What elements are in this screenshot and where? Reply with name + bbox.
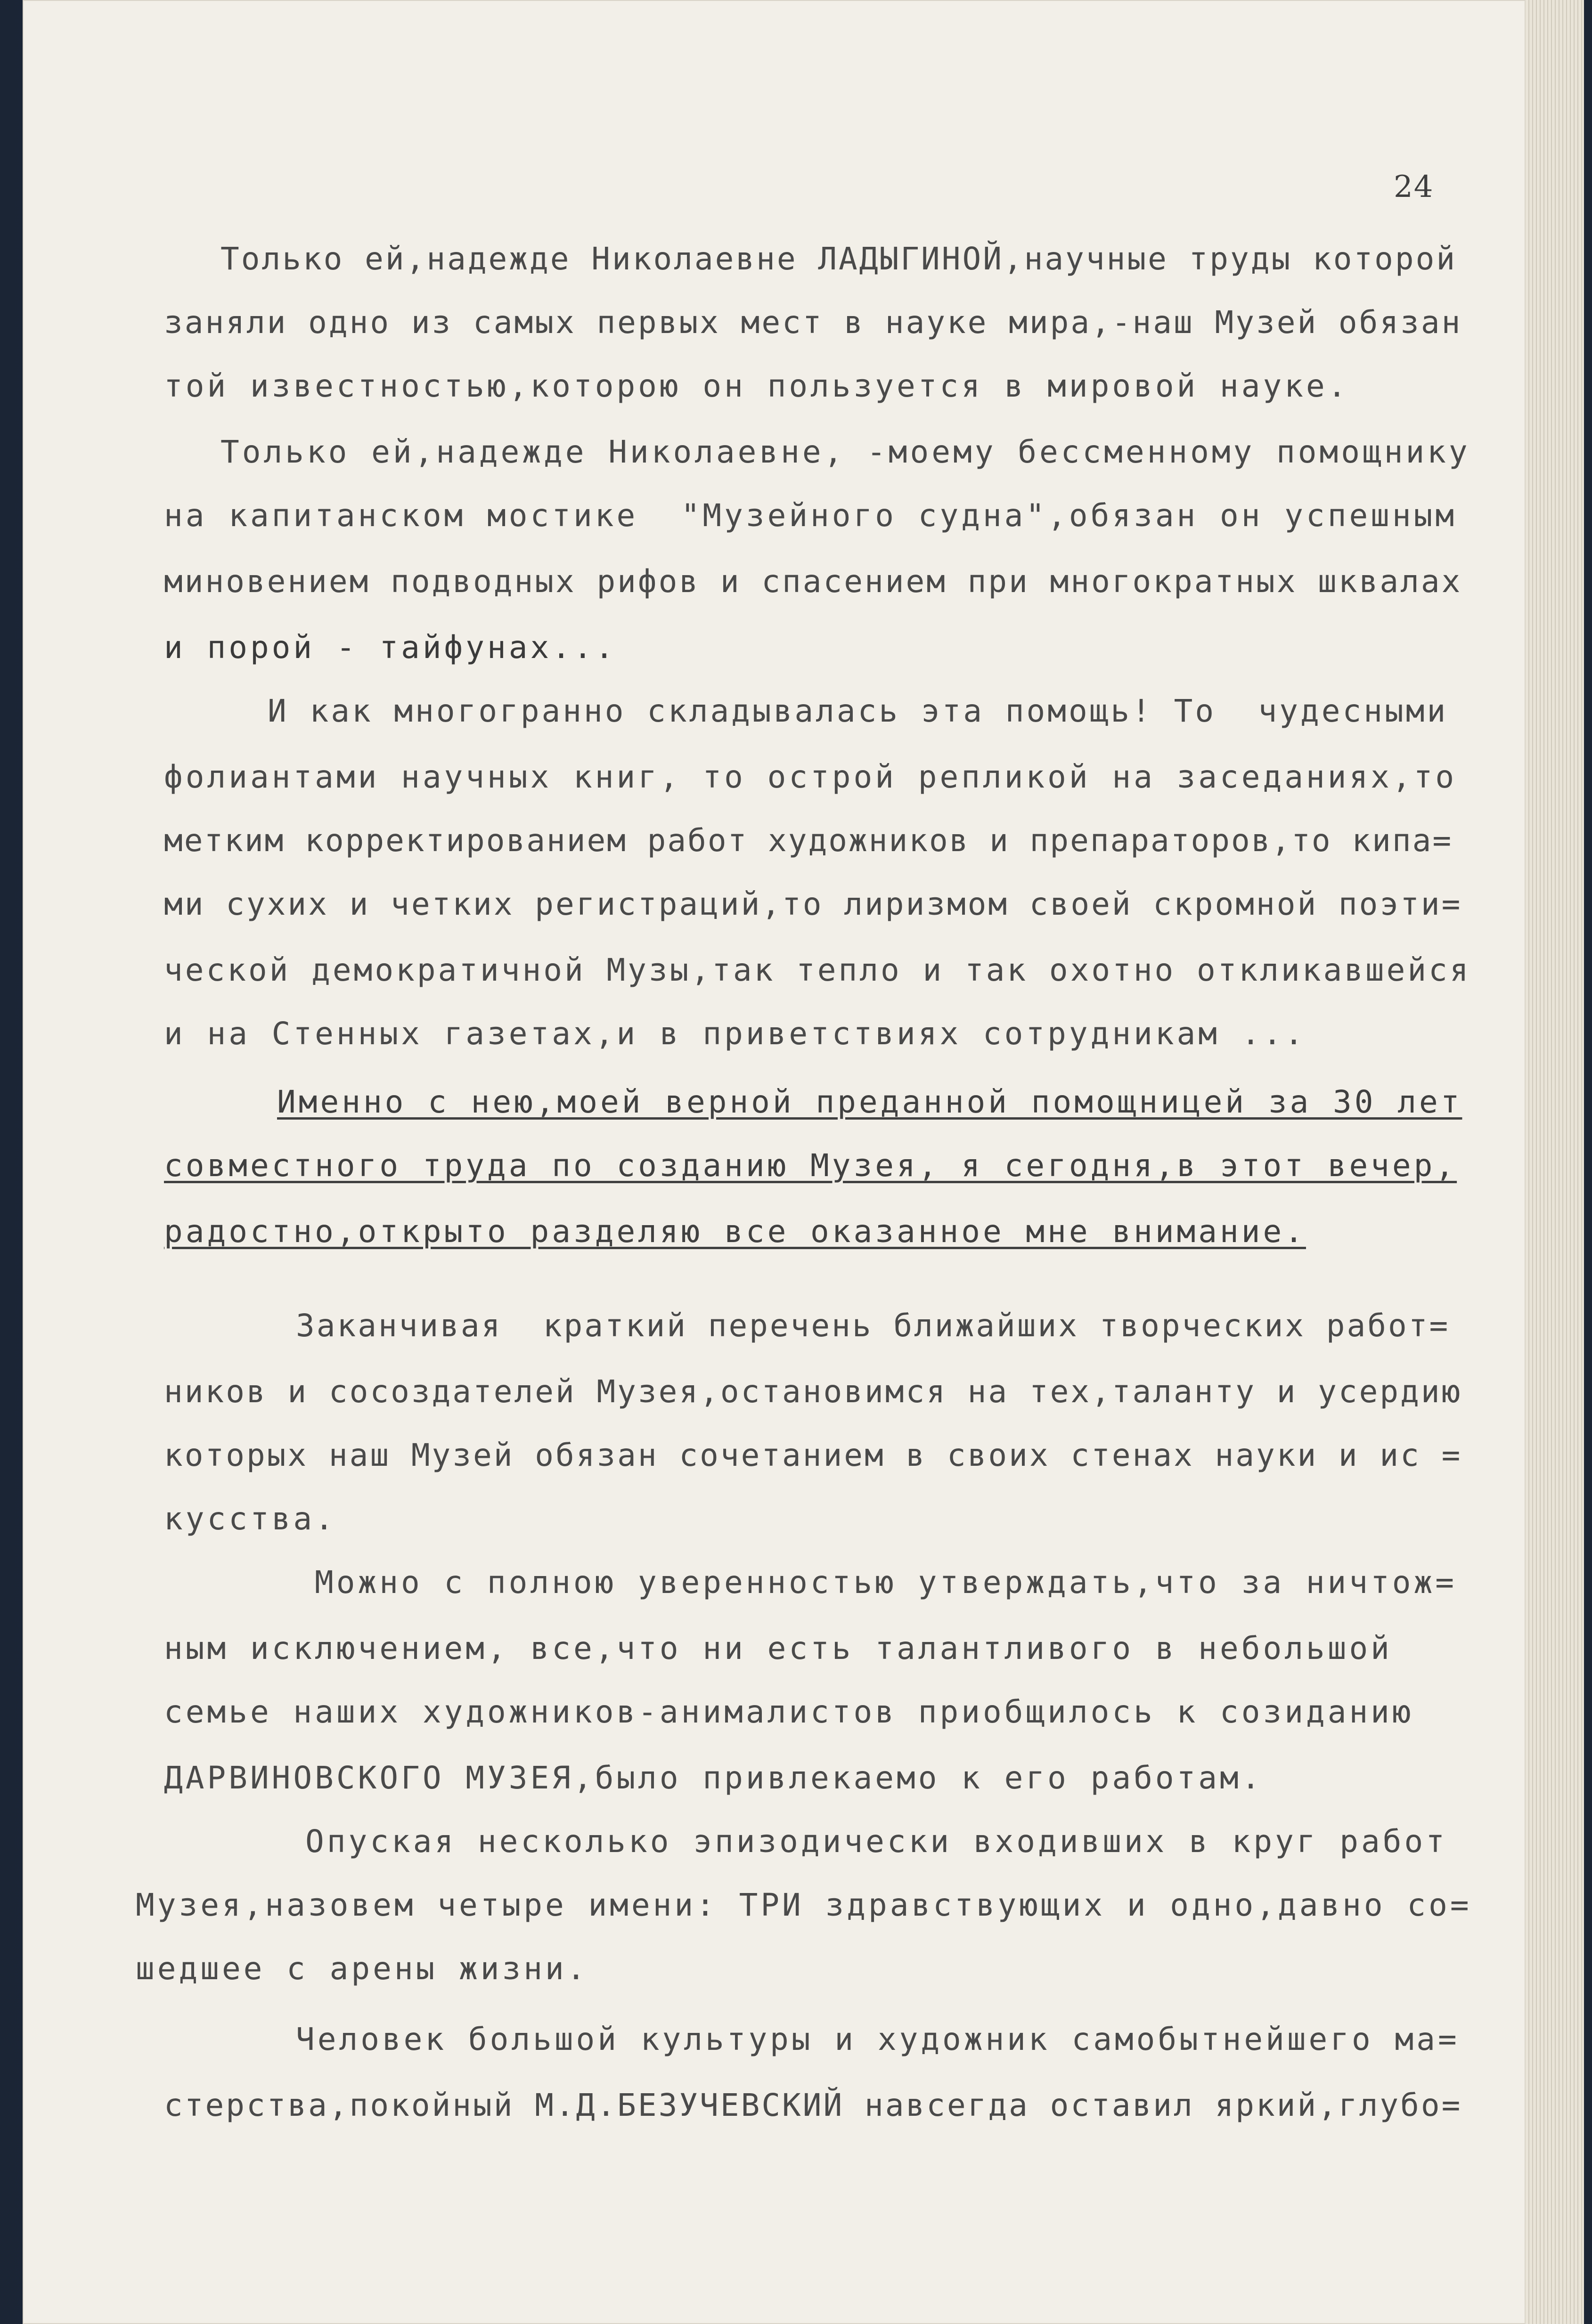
text-line: и порой - тайфунах... <box>164 629 617 666</box>
text-line: ческой демократичной Музы,так тепло и так охотно откликавшейся <box>164 952 1471 988</box>
page-number: 24 <box>1394 170 1434 204</box>
text-line: на капитанском мостике "Музейного судна",обязан он успешным <box>164 497 1457 534</box>
text-line: фолиантами научных книг, то острой репликой на заседаниях,то <box>164 759 1457 795</box>
text-line: метким корректированием работ художников и препараторов,то кипа= <box>164 822 1453 859</box>
text-line: ников и сосоздателей Музея,остановимся на тех,таланту и усердию <box>164 1373 1462 1410</box>
text-line: и на Стенных газетах,и в приветствиях сотрудникам ... <box>164 1016 1306 1052</box>
text-line: Можно с полною уверенностью утверждать,что за ничтож= <box>315 1564 1457 1601</box>
text-line: шедшее с арены жизни. <box>136 1950 588 1987</box>
underlined-text-line: совместного труда по созданию Музея, я сегодня,в этот вечер, <box>164 1147 1457 1184</box>
text-line: ным исключением, все,что ни есть талантливого в небольшой <box>164 1630 1392 1666</box>
typewritten-page <box>23 0 1526 2324</box>
text-line: миновением подводных рифов и спасением при многократных шквалах <box>164 563 1462 600</box>
page-stack-edge <box>1517 0 1584 2324</box>
text-line: той известностью,которою он пользуется в мировой науке. <box>164 368 1349 404</box>
text-line: Музея,назовем четыре имени: ТРИ здравствующих и одно,давно со= <box>136 1887 1472 1923</box>
text-line: ми сухих и четких регистраций,то лиризмом своей скромной поэти= <box>164 886 1462 922</box>
text-line: И как многогранно складывалась эта помощь! То чудесными <box>268 693 1448 729</box>
text-line: Только ей,надежде Николаевне ЛАДЫГИНОЙ,научные труды которой <box>220 241 1457 277</box>
text-line: семье наших художников-анималистов приобщилось к созиданию <box>164 1694 1414 1730</box>
text-line: стерства,покойный М.Д.БЕЗУЧЕВСКИЙ навсегда оставил яркий,глубо= <box>164 2087 1462 2123</box>
text-line: Заканчивая краткий перечень ближайших творческих работ= <box>296 1308 1450 1344</box>
underlined-text-line: Именно с нею,моей верной преданной помощницей за 30 лет <box>277 1084 1462 1120</box>
text-line: которых наш Музей обязан сочетанием в своих стенах науки и ис = <box>164 1437 1462 1473</box>
text-line: Только ей,надежде Николаевне, -моему бессменному помощнику <box>220 434 1470 470</box>
text-line: Человек большой культуры и художник самобытнейшего ма= <box>296 2021 1460 2057</box>
text-line: ДАРВИНОВСКОГО МУЗЕЯ,было привлекаемо к его работам. <box>164 1760 1263 1796</box>
text-line: Опуская несколько эпизодически входивших в круг работ <box>305 1823 1447 1860</box>
text-line: заняли одно из самых первых мест в науке мира,-наш Музей обязан <box>164 304 1462 341</box>
text-line: кусства. <box>164 1501 336 1537</box>
underlined-text-line: радостно,открыто разделяю все оказанное мне внимание. <box>164 1213 1306 1250</box>
